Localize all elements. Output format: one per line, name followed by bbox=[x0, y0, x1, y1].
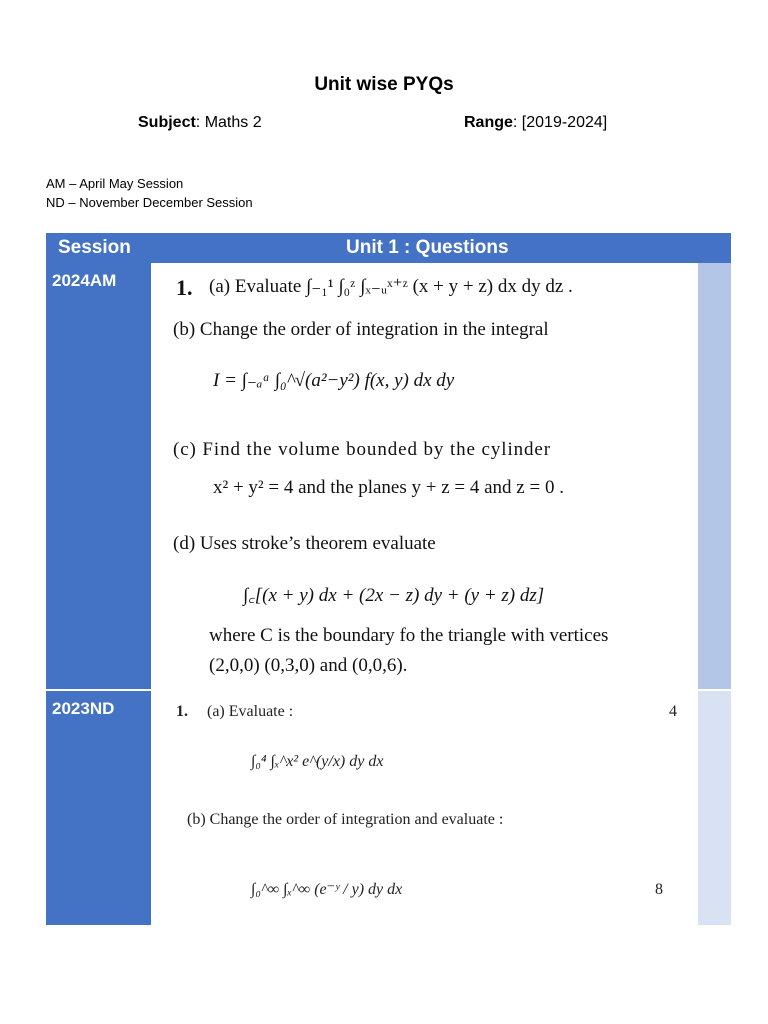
question-part-a: (a) Evaluate : bbox=[207, 703, 294, 720]
question-part-b: (b) Change the order of integration in the integral bbox=[173, 319, 549, 340]
question-part-a: (a) Evaluate ∫₋₁¹ ∫₀ᶻ ∫ₓ₋ᵤˣ⁺ᶻ (x + y + z) dx dy dz . bbox=[209, 276, 573, 297]
subject-value: : Maths 2 bbox=[195, 114, 262, 131]
question-marks: 4 bbox=[669, 703, 677, 720]
question-part-b: (b) Change the order of integration and evaluate : bbox=[187, 811, 504, 828]
session-cell: 2024AM bbox=[46, 263, 151, 689]
question-part-b-formula: ∫₀^∞ ∫ₓ^∞ (e⁻ʸ / y) dy dx bbox=[251, 881, 403, 898]
question-part-d-text: where C is the boundary fo the triangle with vertices bbox=[209, 625, 609, 646]
question-part-c: (c) Find the volume bounded by the cylinder bbox=[173, 439, 551, 460]
page-title: Unit wise PYQs bbox=[314, 74, 454, 95]
question-part-d: (d) Uses stroke’s theorem evaluate bbox=[173, 533, 436, 554]
row-stripe bbox=[698, 691, 731, 925]
table-header bbox=[46, 233, 731, 263]
subject-label: Subject bbox=[138, 114, 196, 131]
question-cell bbox=[151, 263, 698, 689]
header-session: Session bbox=[58, 237, 131, 258]
question-number: 1. bbox=[176, 703, 188, 720]
table-row bbox=[46, 263, 731, 689]
row-stripe bbox=[698, 263, 731, 689]
header-questions: Unit 1 : Questions bbox=[346, 237, 509, 258]
question-cell bbox=[151, 691, 698, 925]
range-value: : [2019-2024] bbox=[512, 114, 608, 131]
table-row bbox=[46, 691, 731, 925]
question-part-d-vertices: (2,0,0) (0,3,0) and (0,0,6). bbox=[209, 655, 408, 676]
range-label: Range bbox=[464, 114, 513, 131]
range-line bbox=[464, 114, 607, 132]
session-cell: 2023ND bbox=[46, 691, 151, 925]
legend-am: AM – April May Session bbox=[46, 176, 184, 191]
questions-table bbox=[46, 233, 731, 925]
question-marks: 8 bbox=[655, 881, 663, 898]
legend-nd: ND – November December Session bbox=[46, 195, 253, 210]
question-number: 1. bbox=[176, 275, 193, 300]
question-part-a-formula: ∫₀⁴ ∫ₓ^x² e^(y/x) dy dx bbox=[251, 753, 384, 770]
question-part-b-formula: I = ∫₋ₐᵃ ∫₀^√(a²−y²) f(x, y) dx dy bbox=[213, 370, 455, 391]
question-part-c-formula: x² + y² = 4 and the planes y + z = 4 and z = 0 . bbox=[213, 477, 564, 498]
subject-line bbox=[138, 114, 262, 132]
question-part-d-formula: ∫꜀[(x + y) dx + (2x − z) dy + (y + z) dz] bbox=[243, 585, 545, 606]
